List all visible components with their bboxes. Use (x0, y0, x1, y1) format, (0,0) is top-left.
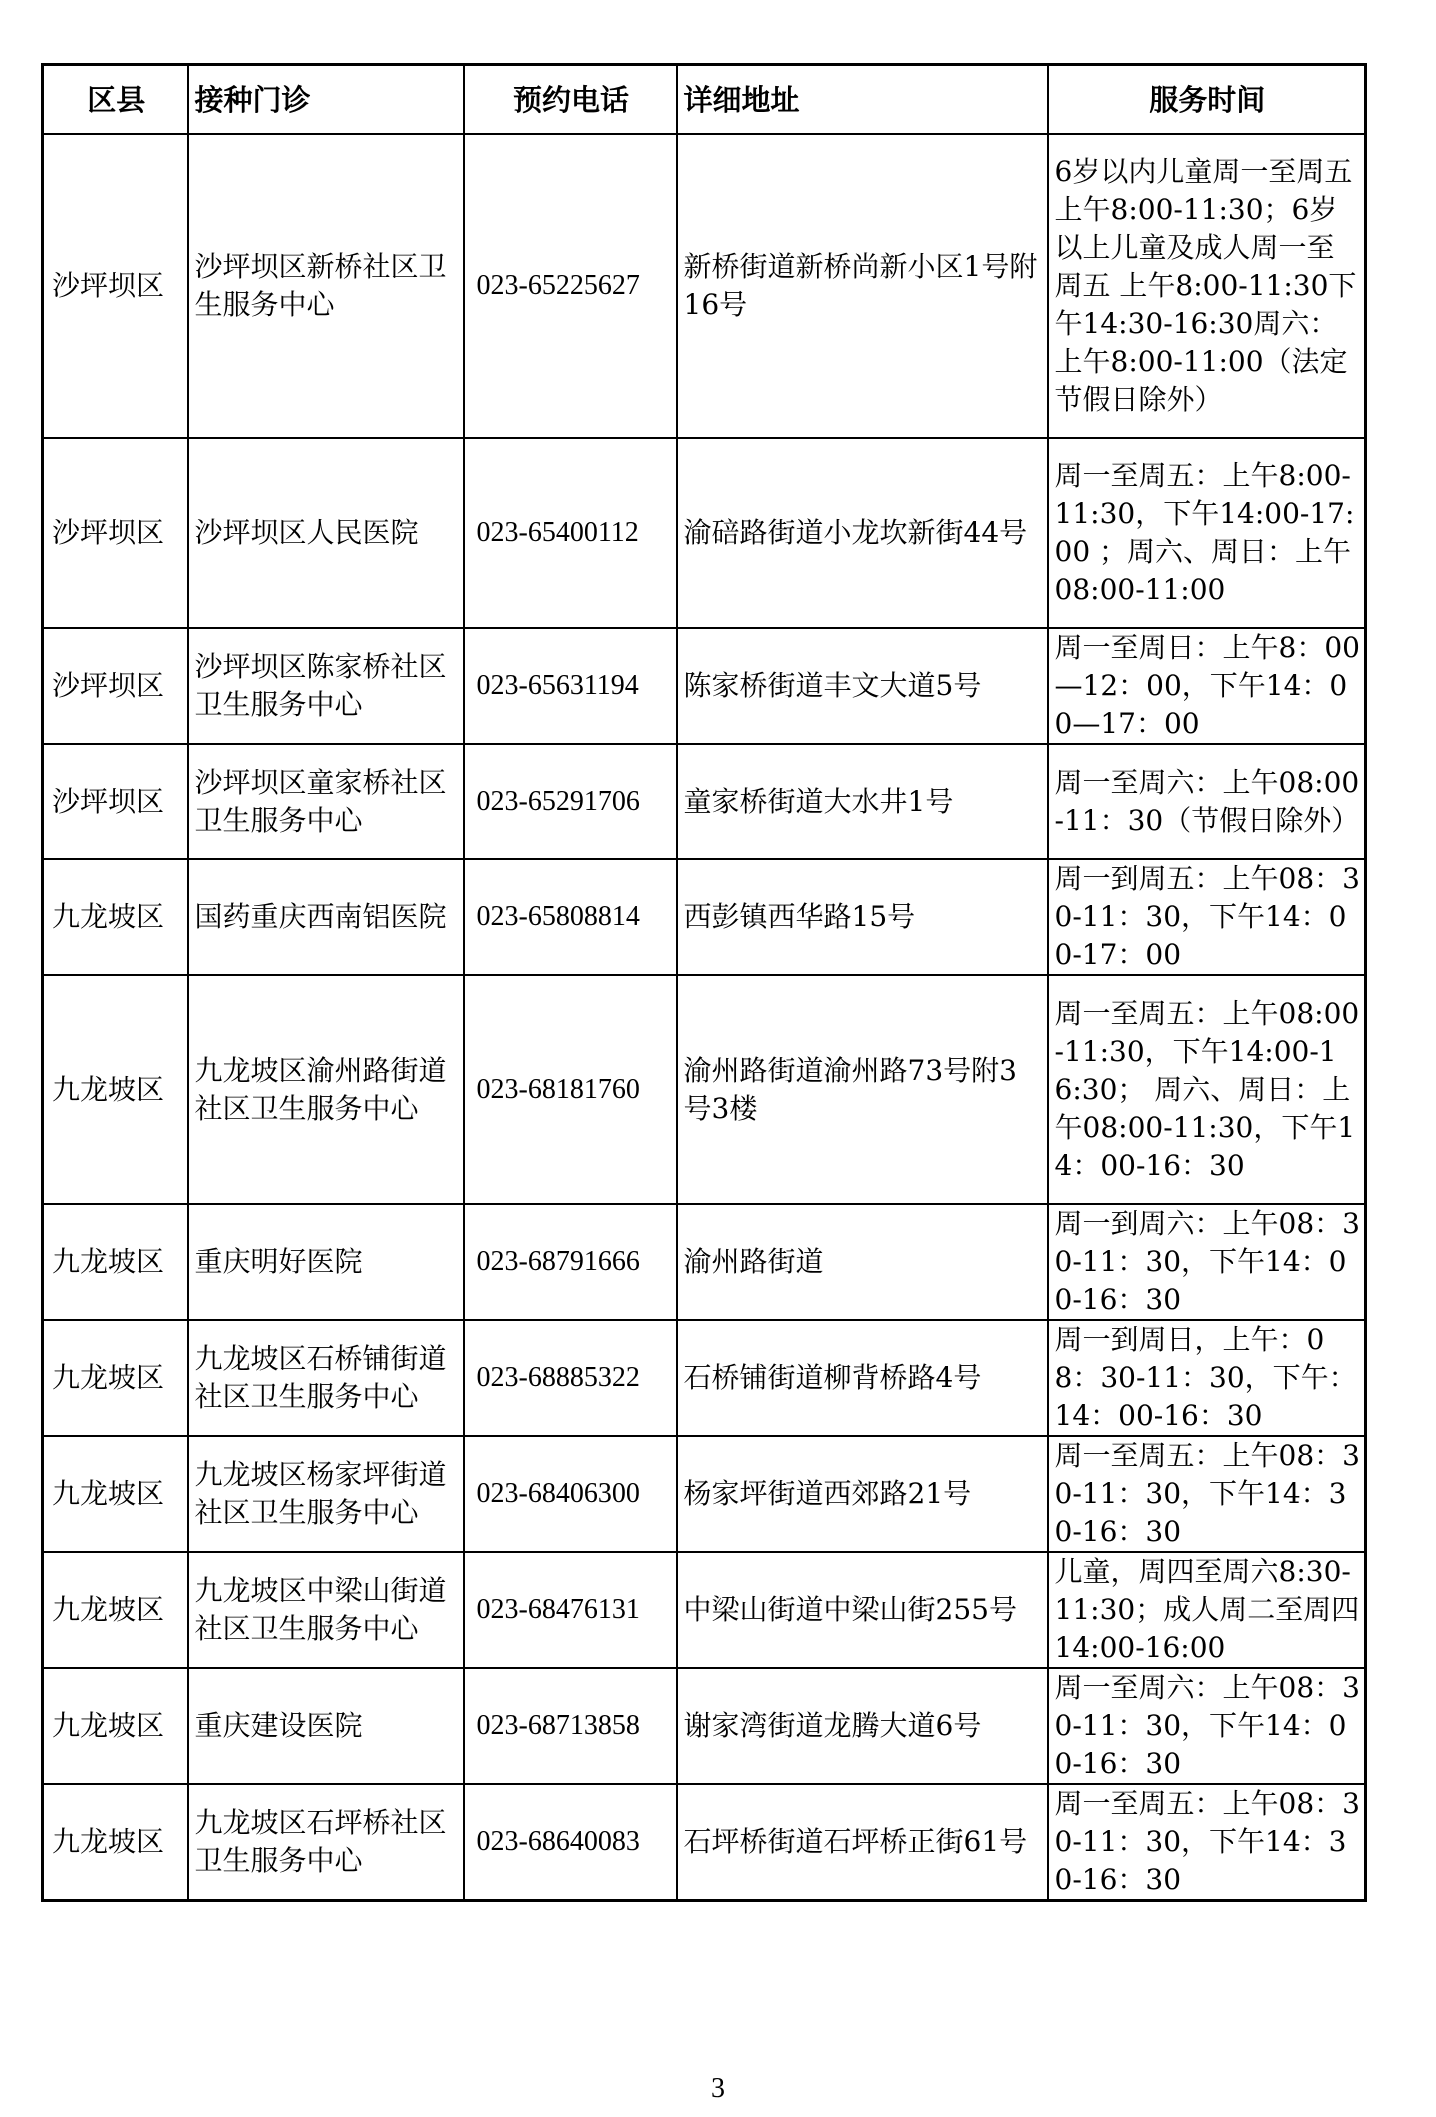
cell-phone: 023-65225627 (464, 134, 677, 438)
cell-district: 九龙坡区 (43, 1784, 188, 1901)
header-district: 区县 (43, 65, 188, 135)
cell-address: 谢家湾街道龙腾大道6号 (677, 1668, 1048, 1784)
table-row (43, 438, 1366, 628)
table-row (43, 1436, 1366, 1552)
cell-phone: 023-68181760 (464, 975, 677, 1204)
cell-clinic: 九龙坡区杨家坪街道社区卫生服务中心 (188, 1436, 464, 1552)
cell-clinic: 重庆明好医院 (188, 1204, 464, 1320)
cell-district: 九龙坡区 (43, 1204, 188, 1320)
cell-hours: 周一至周日：上午8：00—12：00，下午14：00—17：00 (1048, 628, 1366, 744)
header-clinic: 接种门诊 (188, 65, 464, 135)
table-row (43, 1320, 1366, 1436)
table-header-row (43, 65, 1366, 135)
cell-address: 中梁山街道中梁山街255号 (677, 1552, 1048, 1668)
cell-district: 九龙坡区 (43, 859, 188, 975)
cell-hours: 周一至周五：上午08:00-11:30，下午14:00-16:30； 周六、周日：上午08:00-11:30，下午14：00-16：30 (1048, 975, 1366, 1204)
cell-district: 九龙坡区 (43, 1320, 188, 1436)
cell-clinic: 沙坪坝区陈家桥社区卫生服务中心 (188, 628, 464, 744)
table-row (43, 134, 1366, 438)
cell-phone: 023-65291706 (464, 744, 677, 859)
cell-district: 沙坪坝区 (43, 628, 188, 744)
table-row (43, 975, 1366, 1204)
cell-district: 九龙坡区 (43, 1552, 188, 1668)
cell-phone: 023-65400112 (464, 438, 677, 628)
cell-phone: 023-68885322 (464, 1320, 677, 1436)
cell-address: 童家桥街道大水井1号 (677, 744, 1048, 859)
cell-district: 九龙坡区 (43, 1668, 188, 1784)
cell-phone: 023-68713858 (464, 1668, 677, 1784)
cell-clinic: 国药重庆西南铝医院 (188, 859, 464, 975)
cell-address: 石桥铺街道柳背桥路4号 (677, 1320, 1048, 1436)
cell-address: 渝州路街道 (677, 1204, 1048, 1320)
cell-clinic: 九龙坡区石桥铺街道社区卫生服务中心 (188, 1320, 464, 1436)
cell-district: 九龙坡区 (43, 975, 188, 1204)
cell-district: 九龙坡区 (43, 1436, 188, 1552)
cell-hours: 周一至周六：上午08：30-11：30，下午14：00-16：30 (1048, 1668, 1366, 1784)
cell-address: 渝州路街道渝州路73号附3号3楼 (677, 975, 1048, 1204)
table-row (43, 1552, 1366, 1668)
cell-clinic: 九龙坡区石坪桥社区卫生服务中心 (188, 1784, 464, 1901)
table-row (43, 1204, 1366, 1320)
cell-hours: 周一到周日，上午：08：30-11：30，下午：14：00-16：30 (1048, 1320, 1366, 1436)
cell-phone: 023-68476131 (464, 1552, 677, 1668)
cell-address: 陈家桥街道丰文大道5号 (677, 628, 1048, 744)
cell-address: 新桥街道新桥尚新小区1号附16号 (677, 134, 1048, 438)
cell-hours: 周一至周五：上午08：30-11：30，下午14：30-16：30 (1048, 1784, 1366, 1901)
cell-phone: 023-68640083 (464, 1784, 677, 1901)
cell-hours: 周一到周五：上午08：30-11：30，下午14：00-17：00 (1048, 859, 1366, 975)
cell-hours: 儿童，周四至周六8:30-11:30；成人周二至周四14:00-16:00 (1048, 1552, 1366, 1668)
cell-address: 石坪桥街道石坪桥正街61号 (677, 1784, 1048, 1901)
cell-hours: 周一至周六：上午08:00-11：30（节假日除外） (1048, 744, 1366, 859)
cell-district: 沙坪坝区 (43, 438, 188, 628)
header-phone: 预约电话 (464, 65, 677, 135)
table-row (43, 859, 1366, 975)
cell-clinic: 沙坪坝区童家桥社区卫生服务中心 (188, 744, 464, 859)
cell-clinic: 沙坪坝区人民医院 (188, 438, 464, 628)
cell-hours: 周一至周五：上午08：30-11：30，下午14：30-16：30 (1048, 1436, 1366, 1552)
header-address: 详细地址 (677, 65, 1048, 135)
table-row (43, 628, 1366, 744)
cell-address: 西彭镇西华路15号 (677, 859, 1048, 975)
cell-clinic: 沙坪坝区新桥社区卫生服务中心 (188, 134, 464, 438)
vaccination-clinic-table (41, 63, 1367, 1902)
cell-hours: 周一至周五：上午8:00-11:30，下午14:00-17:00 ；周六、周日：上午08:00-11:00 (1048, 438, 1366, 628)
table-row (43, 1668, 1366, 1784)
cell-hours: 6岁以内儿童周一至周五 上午8:00-11:30；6岁以上儿童及成人周一至周五 上午8:00-11:30下午14:30-16:30周六：上午8:00-11:00（法定节假日除外） (1048, 134, 1366, 438)
cell-hours: 周一到周六：上午08：30-11：30，下午14：00-16：30 (1048, 1204, 1366, 1320)
cell-clinic: 重庆建设医院 (188, 1668, 464, 1784)
cell-clinic: 九龙坡区渝州路街道社区卫生服务中心 (188, 975, 464, 1204)
cell-phone: 023-68406300 (464, 1436, 677, 1552)
table-row (43, 1784, 1366, 1901)
cell-phone: 023-65808814 (464, 859, 677, 975)
cell-clinic: 九龙坡区中梁山街道社区卫生服务中心 (188, 1552, 464, 1668)
cell-address: 杨家坪街道西郊路21号 (677, 1436, 1048, 1552)
cell-address: 渝碚路街道小龙坎新街44号 (677, 438, 1048, 628)
cell-district: 沙坪坝区 (43, 744, 188, 859)
cell-district: 沙坪坝区 (43, 134, 188, 438)
cell-phone: 023-68791666 (464, 1204, 677, 1320)
header-hours: 服务时间 (1048, 65, 1366, 135)
cell-phone: 023-65631194 (464, 628, 677, 744)
table-row (43, 744, 1366, 859)
page-number: 3 (711, 2073, 725, 2104)
